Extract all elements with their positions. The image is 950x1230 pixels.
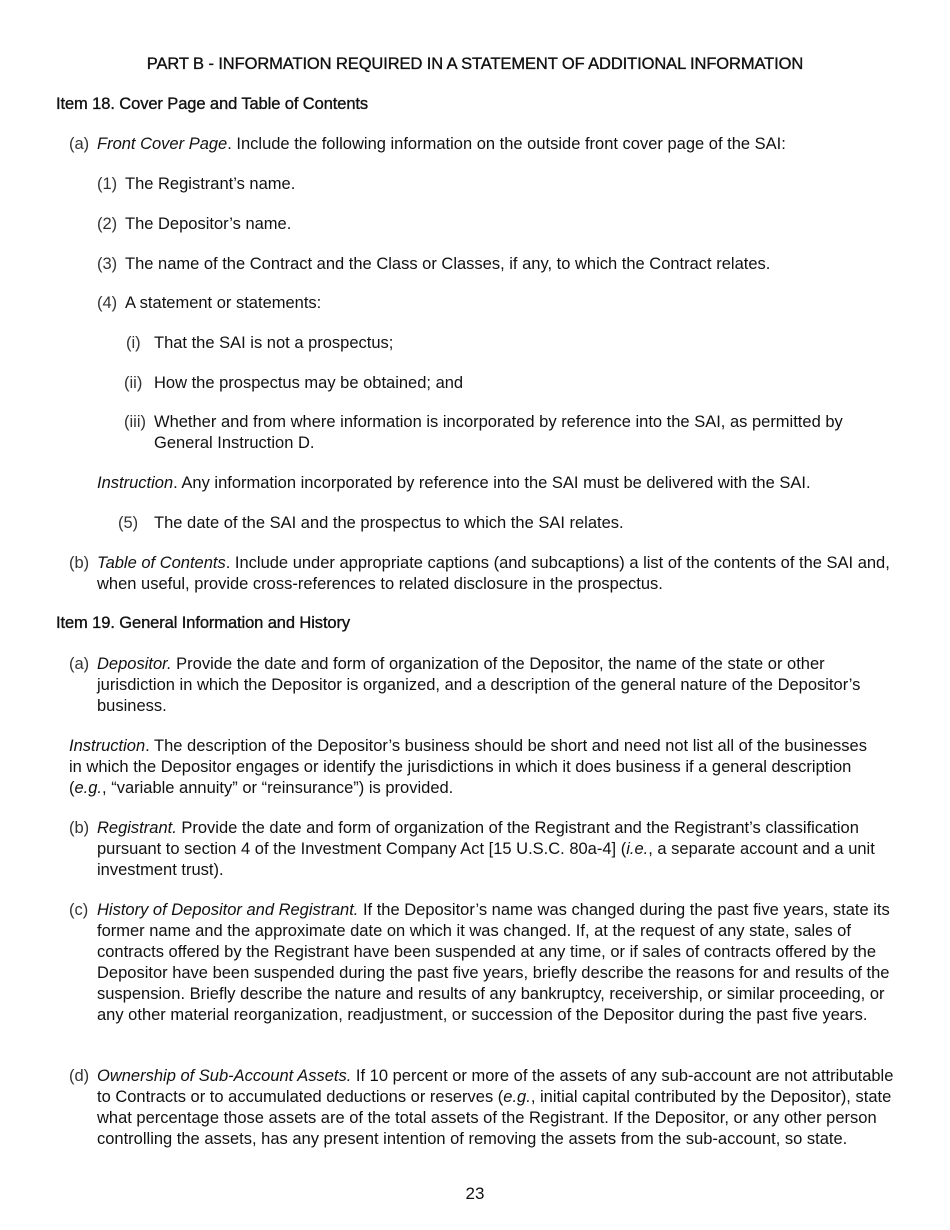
item19-d-paragraph: Ownership of Sub-Account Assets. If 10 percent or more of the assets of any sub-account are not attributable to Contracts or to accumulated deductions or reserves (e.g., initial capital contributed by the Depositor), state what percentage those assets are of the total assets of the Registrant. If the Depositor, or any other person controlling the assets, has any present intention of removing the assets from the sub-account, so state. [97, 1067, 894, 1148]
item19-d-title: Ownership of Sub-Account Assets. [97, 1067, 352, 1085]
sublist-item: How the prospectus may be obtained; and [154, 374, 464, 392]
item18-a-title: Front Cover Page [97, 135, 228, 153]
sublist-item: Whether and from where information is incorporated by reference into the SAI, as permitted by General Instruction D. [154, 413, 843, 452]
item18-b-marker: (b) [69, 554, 90, 572]
instruction-label: Instruction [69, 737, 146, 755]
instruction-label: Instruction [97, 474, 174, 492]
item19-heading: Item 19. General Information and History [56, 614, 351, 632]
item18-heading: Item 18. Cover Page and Table of Contents [56, 95, 369, 113]
item18-instruction: Instruction. Any information incorporated by reference into the SAI must be delivered with the SAI. [97, 474, 811, 492]
page-number: 23 [465, 1184, 485, 1203]
item19-a-paragraph: Depositor. Provide the date and form of organization of the Depositor, the name of the state or other jurisdiction in which the Depositor is organized, and a description of the general nature of the Depositor’s business. [97, 655, 861, 715]
item19-instruction: Instruction. The description of the Depositor’s business should be short and need not list all of the businesses in which the Depositor engages or identify the jurisdictions in which it does business if a general description (e.g., “variable annuity” or “reinsurance”) is provided. [69, 737, 867, 797]
item19-a-title: Depositor. [97, 655, 172, 673]
list-marker: (2) [97, 215, 118, 233]
item18-a-marker: (a) [69, 135, 90, 153]
list-marker: (4) [97, 294, 118, 312]
sublist-item: That the SAI is not a prospectus; [154, 334, 394, 352]
item19-b-title: Registrant. [97, 819, 177, 837]
list-marker: (3) [97, 255, 118, 273]
list-marker: (1) [97, 175, 118, 193]
list-item: A statement or statements: [125, 294, 322, 312]
sublist-marker: (i) [126, 334, 141, 352]
item18-b-paragraph: Table of Contents. Include under appropriate captions (and subcaptions) a list of the contents of the SAI and, when useful, provide cross-references to related disclosure in the prospectus. [97, 554, 890, 593]
list-item: The Depositor’s name. [125, 215, 292, 233]
list-item: The date of the SAI and the prospectus to which the SAI relates. [154, 514, 624, 532]
item19-c-marker: (c) [69, 901, 89, 919]
part-title: PART B - INFORMATION REQUIRED IN A STATEMENT OF ADDITIONAL INFORMATION [146, 55, 804, 73]
sublist-marker: (iii) [124, 413, 146, 431]
item19-c-paragraph: History of Depositor and Registrant. If the Depositor’s name was changed during the past five years, state its former name and the approximate date on which it was changed. If, at the request of any state, sales of contracts offered by the Registrant have been suspended at any time, or if sales of contracts offered by the Depositor have been suspended during the past five years, briefly describe the reasons for and results of the suspension. Briefly describe the nature and results of any bankruptcy, receivership, or similar proceeding, or any other material reorganization, readjustment, or succession of the Depositor during the past five years. [97, 901, 890, 1024]
item19-c-title: History of Depositor and Registrant. [97, 901, 359, 919]
item19-d-marker: (d) [69, 1067, 90, 1085]
list-marker: (5) [118, 514, 139, 532]
item19-b-marker: (b) [69, 819, 90, 837]
item19-b-paragraph: Registrant. Provide the date and form of organization of the Registrant and the Registrant’s classification pursuant to section 4 of the Investment Company Act [15 U.S.C. 80a-4] (i.e., a separate account and a unit investment trust). [97, 819, 875, 879]
sublist-marker: (ii) [124, 374, 143, 392]
item18-b-title: Table of Contents [97, 554, 226, 572]
list-item: The Registrant’s name. [125, 175, 296, 193]
list-item: The name of the Contract and the Class or Classes, if any, to which the Contract relates. [125, 255, 771, 273]
item19-a-marker: (a) [69, 655, 90, 673]
item18-a-paragraph: Front Cover Page. Include the following information on the outside front cover page of the SAI: [97, 135, 786, 153]
